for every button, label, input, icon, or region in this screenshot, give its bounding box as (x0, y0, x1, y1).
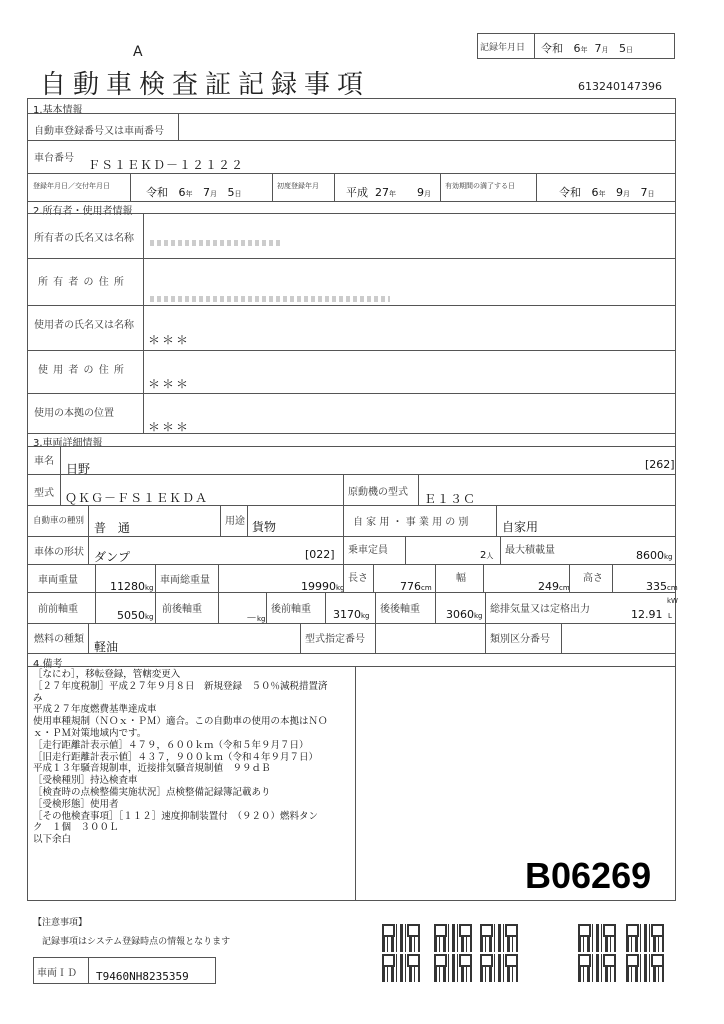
body-shape-code: [022] (305, 548, 335, 561)
qr-code-4 (382, 954, 420, 982)
letter-mark: A (133, 44, 143, 60)
registration-date-value: 令和 6年 7月 5日 (146, 186, 242, 199)
remarks-line: ［なにわ］，移転登録，管轄変更入 (33, 669, 181, 680)
displacement-unit-l: L (668, 612, 672, 620)
rear-rear-axle-label: 後後軸重 (380, 604, 420, 615)
remarks-line: ［受検種別］持込検査車 (33, 775, 138, 787)
front-front-axle-label: 前前軸重 (38, 604, 78, 615)
rear-front-axle-label: 後前軸重 (271, 604, 311, 615)
engine-model-value: Ｅ１３Ｃ (424, 492, 477, 506)
remarks-line: 以下余白 (33, 834, 72, 846)
section-remarks: 4.備考 (33, 659, 63, 670)
remarks-line: ク １個 ３００Ｌ (33, 822, 119, 834)
vehicle-weight-label: 車両重量 (38, 575, 78, 586)
engine-model-label: 原動機の型式 (348, 487, 408, 498)
qr-code-5 (434, 954, 472, 982)
qr-code-7 (578, 924, 616, 952)
usage-label: 用途 (225, 516, 245, 527)
gross-weight-label: 車両総重量 (160, 575, 210, 586)
user-name-value: ＊＊＊ (148, 333, 191, 347)
width-label: 幅 (456, 573, 466, 584)
qr-code-2 (434, 924, 472, 952)
front-rear-axle-value: －kg (246, 611, 266, 624)
remarks-line: 平成１３年騒音規制車，近接排気騒音規制値 ９９ｄＢ (33, 763, 271, 775)
stamp-code: B06269 (525, 855, 652, 896)
notes-text: 記録事項はシステム登録時点の情報となります (42, 937, 231, 947)
height-value: 335cm (646, 580, 678, 593)
qr-code-10 (626, 954, 664, 982)
chassis-number-value: ＦＳ１ＥＫＤ－１２１２２ (88, 158, 245, 172)
vehicle-id-value: T9460NH8235359 (96, 970, 189, 983)
base-location-label: 使用の本拠の位置 (34, 408, 114, 419)
first-registration-label: 初度登録年月 (277, 182, 319, 190)
make-code: [262] (645, 458, 675, 471)
capacity-value: 2人 (480, 550, 494, 561)
gross-weight-value: 19990kg (301, 580, 345, 593)
model-value: ＱＫＧ－ＦＳ１ＥＫＤＡ (65, 491, 209, 505)
body-shape-label: 車体の形状 (34, 547, 84, 558)
owner-name-label: 所有者の氏名又は名称 (34, 233, 134, 244)
max-load-value: 8600kg (636, 549, 673, 562)
remarks-line: ［受検形態］使用者 (33, 798, 119, 810)
qr-code-8 (626, 924, 664, 952)
vehicle-kind-label: 自動車の種別 (33, 516, 85, 526)
owner-address-redacted (150, 296, 390, 302)
section-vehicle-details: 3.車両詳細情報 (33, 438, 103, 449)
page-title: 自動車検査証記録事項 (40, 70, 371, 100)
document-number: 613240147396 (578, 80, 662, 93)
vehicle-weight-value: 11280kg (110, 580, 154, 593)
section-owner-info: 2.所有者・使用者情報 (33, 206, 133, 217)
qr-code-6 (480, 954, 518, 982)
record-date: 令和 6年 7月 5日 (541, 42, 633, 55)
width-value: 249cm (538, 580, 570, 593)
user-name-label: 使用者の氏名又は名称 (34, 320, 134, 331)
record-date-label: 記録年月日 (480, 43, 526, 53)
length-value: 776cm (400, 580, 432, 593)
expiry-date-label: 有効期間の満了する日 (445, 182, 515, 190)
expiry-date-value: 令和 6年 9月 7日 (559, 186, 655, 199)
remarks-line: ［走行距離計表示値］４７９，６００ｋｍ（令和５年９月７日） (33, 739, 309, 751)
front-rear-axle-label: 前後軸重 (162, 604, 202, 615)
front-front-axle-value: 5050kg (117, 609, 154, 622)
height-label: 高さ (583, 573, 603, 584)
remarks-line: ｘ・ＰＭ対策地域内です。 (33, 727, 147, 739)
make-label: 車名 (34, 456, 54, 467)
remarks-line: 平成２７年度燃費基準達成車 (33, 704, 157, 716)
chassis-number-label: 車台番号 (34, 153, 74, 164)
body-shape-value: ダンプ (94, 550, 131, 564)
vehicle-kind-value: 普 通 (94, 521, 134, 535)
usage-value: 貨物 (252, 520, 277, 534)
model-label: 型式 (34, 488, 54, 499)
owner-name-redacted (150, 240, 280, 246)
max-load-label: 最大積載量 (505, 545, 555, 556)
displacement-value: 12.91 (631, 608, 663, 621)
user-address-label: 使 用 者 の 住 所 (38, 365, 125, 376)
rear-front-axle-value: 3170kg (333, 608, 370, 621)
vehicle-id-label: 車両ＩＤ (37, 968, 77, 979)
owner-address-label: 所 有 者 の 住 所 (38, 277, 125, 288)
section-basic-info: 1.基本情報 (33, 105, 83, 116)
type-designation-label: 型式指定番号 (305, 634, 365, 645)
length-label: 長さ (348, 573, 368, 584)
remarks-line: ［２７年度税制］平成２７年９月８日 新規登録 ５０％減税措置済 (33, 680, 328, 692)
remarks-line: ［その他検査事項］［１１２］速度抑制装置付 （９２０）燃料タン (33, 810, 319, 822)
remarks-text (33, 669, 353, 846)
make-value: 日野 (66, 462, 91, 476)
remarks-line: 使用車種規制（ＮＯｘ・ＰＭ）適合。この自動車の使用の本拠はＮＯ (33, 716, 328, 728)
private-business-label: 自 家 用 ・ 事 業 用 の 別 (353, 517, 469, 528)
user-address-value: ＊＊＊ (148, 377, 191, 391)
displacement-label: 総排気量又は定格出力 (490, 604, 590, 615)
fuel-type-label: 燃料の種類 (34, 634, 84, 645)
qr-code-1 (382, 924, 420, 952)
qr-code-9 (578, 954, 616, 982)
fuel-type-value: 軽油 (94, 640, 119, 654)
class-number-label: 類別区分番号 (490, 634, 550, 645)
notes-title: 【注意事項】 (33, 918, 88, 928)
private-business-value: 自家用 (502, 520, 539, 534)
remarks-line: ［検査時の点検整備実施状況］点検整備記録簿記載あり (33, 786, 271, 798)
rear-rear-axle-value: 3060kg (446, 608, 483, 621)
first-registration-value: 平成 27年 9月 (346, 186, 431, 199)
registration-number-label: 自動車登録番号又は車両番号 (34, 126, 164, 137)
displacement-unit-kw: kW (667, 597, 678, 605)
remarks-line: み (33, 692, 43, 704)
remarks-line: ［旧走行距離計表示値］４３７，９００ｋｍ（令和４年９月７日） (33, 751, 319, 763)
qr-code-3 (480, 924, 518, 952)
capacity-label: 乗車定員 (348, 545, 388, 556)
registration-date-label: 登録年月日／交付年月日 (33, 182, 110, 190)
base-location-value: ＊＊＊ (148, 420, 191, 434)
